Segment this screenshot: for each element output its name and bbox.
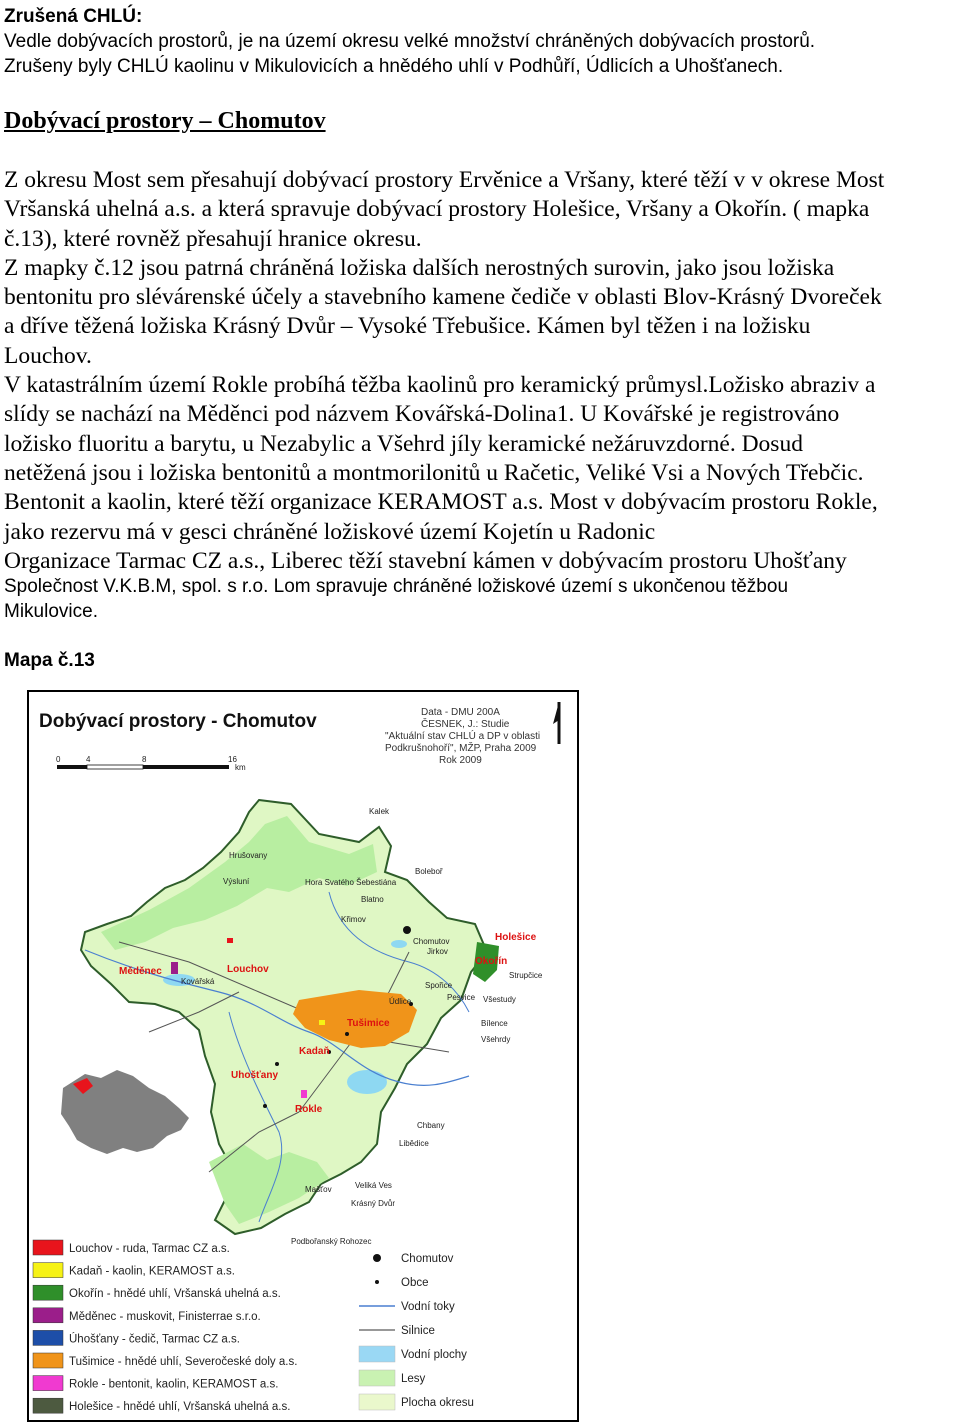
legend-label: Vodní toky bbox=[401, 1301, 455, 1313]
map-graphic bbox=[29, 692, 577, 1420]
svg-text:Křimov: Křimov bbox=[341, 915, 366, 924]
mining-area-medenec bbox=[171, 962, 178, 974]
svg-text:Všehrdy: Všehrdy bbox=[481, 1035, 511, 1044]
paragraph-line: č.13), které rovněž přesahují hranice okresu. bbox=[4, 225, 422, 252]
legend-swatch bbox=[33, 1353, 63, 1368]
legend-swatch bbox=[33, 1285, 63, 1300]
svg-text:Krásný Dvůr: Krásný Dvůr bbox=[351, 1199, 396, 1208]
legend-label: Rokle - bentonit, kaolin, KERAMOST a.s. bbox=[69, 1378, 279, 1391]
paragraph-line: Z okresu Most sem přesahují dobývací prostory Ervěnice a Vršany, které těží v v okrese Most bbox=[4, 167, 885, 193]
legend-item bbox=[33, 1398, 290, 1413]
legend-symbol bbox=[359, 1346, 395, 1362]
legend-item bbox=[359, 1394, 474, 1410]
svg-text:Louchov: Louchov bbox=[227, 964, 269, 975]
main-text bbox=[4, 166, 960, 576]
legend-symbol bbox=[359, 1370, 395, 1386]
legend-label: Plocha okresu bbox=[401, 1397, 474, 1409]
legend-swatch bbox=[33, 1263, 63, 1278]
paragraph-line: V katastrálním území Rokle probíhá těžba kaolinů pro keramický průmysl.Ložisko abraziv a bbox=[4, 372, 876, 399]
legend-label: Louchov - ruda, Tarmac CZ a.s. bbox=[69, 1243, 230, 1255]
legend-label: Chomutov bbox=[401, 1253, 454, 1265]
svg-text:Všestudy: Všestudy bbox=[483, 995, 516, 1004]
legend-symbol bbox=[375, 1280, 379, 1284]
legend-item bbox=[33, 1240, 230, 1255]
legend-symbol bbox=[359, 1394, 395, 1410]
section-abolished-chlu bbox=[4, 4, 960, 79]
svg-text:Bílence: Bílence bbox=[481, 1019, 508, 1028]
legend-swatch bbox=[33, 1398, 63, 1413]
svg-text:Spořice: Spořice bbox=[425, 981, 453, 990]
map-caption: Mapa č.13 bbox=[4, 650, 95, 671]
svg-text:Okořín: Okořín bbox=[475, 956, 508, 967]
mining-area-kadan bbox=[319, 1020, 325, 1025]
heading-mining-areas: Dobývací prostory – Chomutov bbox=[4, 108, 326, 134]
legend-symbol bbox=[373, 1254, 381, 1262]
svg-text:Tušimice: Tušimice bbox=[347, 1018, 390, 1029]
paragraph-line: bentonitu pro slévárenské účely a stavebního kamene čediče v oblasti Blov-Krásný Dvoreček bbox=[4, 284, 882, 311]
svg-text:Rokle: Rokle bbox=[295, 1104, 323, 1115]
legend-label: Obce bbox=[401, 1277, 429, 1289]
legend-item bbox=[373, 1253, 454, 1265]
svg-text:Výsluní: Výsluní bbox=[223, 877, 250, 886]
town-dot-chomutov bbox=[403, 926, 411, 934]
map-source-line: Podkrušnohoří", MŽP, Praha 2009 bbox=[385, 743, 537, 754]
legend-label: Tušimice - hnědé uhlí, Severočeské doly a.s. bbox=[69, 1356, 298, 1368]
svg-text:16: 16 bbox=[228, 755, 237, 764]
svg-text:Boleboř: Boleboř bbox=[415, 867, 443, 876]
paragraph-line: Louchov. bbox=[4, 342, 92, 369]
mining-area-louchov bbox=[227, 938, 233, 943]
legend-swatch bbox=[33, 1240, 63, 1255]
svg-text:Strupčice: Strupčice bbox=[509, 971, 543, 980]
svg-text:Uhošťany: Uhošťany bbox=[231, 1070, 279, 1081]
svg-text:Chomutov: Chomutov bbox=[413, 937, 450, 946]
paragraph-line: Z mapky č.12 jsou patrná chráněná ložiska dalších nerostných surovin, jako jsou ložiska bbox=[4, 254, 835, 281]
svg-text:Údlice: Údlice bbox=[389, 997, 412, 1006]
svg-text:Kovářská: Kovářská bbox=[181, 977, 215, 986]
paragraph-line: Zrušeny byly CHLÚ kaolinu v Mikulovicích a hnědého uhlí v Podhůří, Údlicích a Uhošťanech. bbox=[4, 56, 784, 77]
svg-text:4: 4 bbox=[86, 755, 91, 764]
legend-item bbox=[359, 1346, 467, 1362]
map-source-line: "Aktuální stav CHLÚ a DP v oblasti bbox=[385, 731, 541, 742]
legend-label: Okořín - hnědé uhlí, Vršanská uhelná a.s. bbox=[69, 1288, 281, 1301]
svg-text:Kadaň: Kadaň bbox=[299, 1046, 330, 1057]
paragraph-line: Organizace Tarmac CZ a.s., Liberec těží stavební kámen v dobývacím prostoru Uhošťany bbox=[4, 547, 847, 574]
paragraph-line: Mikulovice. bbox=[4, 601, 98, 622]
paragraph-line: Vršanská uhelná a.s. a která spravuje dobývací prostory Holešice, Vršany a Okořín. ( mapka bbox=[4, 196, 870, 223]
paragraph-line: ložisko fluoritu a barytu, u Nezabylic a Všehrd jíly keramické nežáruvzdorné. Dosud bbox=[4, 430, 803, 457]
legend-label: Vodní plochy bbox=[401, 1349, 467, 1361]
legend-label: Měděnec - muskovit, Finisterrae s.r.o. bbox=[69, 1310, 261, 1323]
legend-label: Kadaň - kaolin, KERAMOST a.s. bbox=[69, 1265, 235, 1278]
svg-text:Hora Svatého Šebestiána: Hora Svatého Šebestiána bbox=[305, 878, 397, 887]
legend-map-symbols bbox=[359, 1253, 474, 1410]
legend-item bbox=[33, 1308, 261, 1323]
legend-item bbox=[33, 1376, 278, 1391]
paragraph-line: netěžená jsou i ložiska bentonitů a montmorilonitů u Račetic, Veliké Vsi a Nových Třebčic. bbox=[4, 459, 864, 486]
svg-text:Blatno: Blatno bbox=[361, 895, 384, 904]
svg-text:Holešice: Holešice bbox=[495, 932, 537, 943]
legend-label: Lesy bbox=[401, 1373, 426, 1385]
svg-text:Chbany: Chbany bbox=[417, 1121, 445, 1130]
map-source-line: Data - DMU 200A bbox=[421, 707, 500, 718]
paragraph-line: jako rezervu má v gesci chráněné ložiskové území Kojetín u Radonic bbox=[4, 518, 656, 545]
section-title: Zrušená CHLÚ: bbox=[4, 6, 143, 27]
legend-item bbox=[375, 1277, 429, 1289]
map-title: Dobývací prostory - Chomutov bbox=[39, 711, 317, 732]
svg-text:8: 8 bbox=[142, 755, 147, 764]
map-figure bbox=[27, 690, 579, 1422]
mining-area-rokle bbox=[301, 1090, 307, 1098]
legend-mining-areas bbox=[33, 1240, 297, 1413]
svg-text:Kalek: Kalek bbox=[369, 807, 390, 816]
legend-swatch bbox=[33, 1330, 63, 1345]
legend-item bbox=[33, 1285, 281, 1300]
svg-text:Mašťov: Mašťov bbox=[305, 1185, 332, 1194]
legend-label: Úhošťany - čedič, Tarmac CZ a.s. bbox=[69, 1333, 240, 1346]
paragraph-line: slídy se nachází na Měděnci pod názvem Kovářská-Dolina1. U Kovářské je registrováno bbox=[4, 401, 840, 428]
svg-text:Veliká Ves: Veliká Ves bbox=[355, 1181, 392, 1190]
paragraph-line: a dříve těžená ložiska Krásný Dvůr – Vysoké Třebušice. Kámen byl těžen i na ložisku bbox=[4, 313, 811, 340]
svg-text:Jirkov: Jirkov bbox=[427, 947, 448, 956]
paragraph-line: Vedle dobývacích prostorů, je na území okresu velké množství chráněných dobývacích prostorů. bbox=[4, 31, 816, 52]
svg-text:Měděnec: Měděnec bbox=[119, 966, 162, 977]
map-source-line: Rok 2009 bbox=[439, 755, 482, 766]
legend-item bbox=[33, 1353, 297, 1368]
legend-label: Holešice - hnědé uhlí, Vršanská uhelná a.s. bbox=[69, 1401, 291, 1414]
svg-text:Hrušovany: Hrušovany bbox=[229, 851, 268, 860]
map-source-line: ČESNEK, J.: Studie bbox=[421, 719, 510, 730]
closing-text bbox=[4, 574, 960, 624]
paragraph-line: Bentonit a kaolin, které těží organizace KERAMOST a.s. Most v dobývacím prostoru Rokle, bbox=[4, 489, 878, 516]
north-arrow-icon bbox=[553, 702, 559, 744]
svg-text:0: 0 bbox=[56, 755, 61, 764]
legend-swatch bbox=[33, 1308, 63, 1323]
svg-text:km: km bbox=[235, 763, 246, 772]
paragraph-line: Společnost V.K.B.M, spol. s r.o. Lom spravuje chráněné ložiskové území s ukončenou těžbou bbox=[4, 576, 789, 597]
legend-item bbox=[359, 1370, 426, 1386]
legend-item bbox=[359, 1325, 435, 1337]
svg-text:Pesvice: Pesvice bbox=[447, 993, 476, 1002]
legend-swatch bbox=[33, 1376, 63, 1391]
legend-item bbox=[359, 1301, 455, 1313]
legend-label: Silnice bbox=[401, 1325, 435, 1337]
svg-text:Libědice: Libědice bbox=[399, 1139, 429, 1148]
scale-bar bbox=[56, 755, 246, 772]
legend-item bbox=[33, 1263, 235, 1278]
svg-text:Podbořanský Rohozec: Podbořanský Rohozec bbox=[291, 1237, 372, 1246]
legend-item bbox=[33, 1330, 240, 1345]
